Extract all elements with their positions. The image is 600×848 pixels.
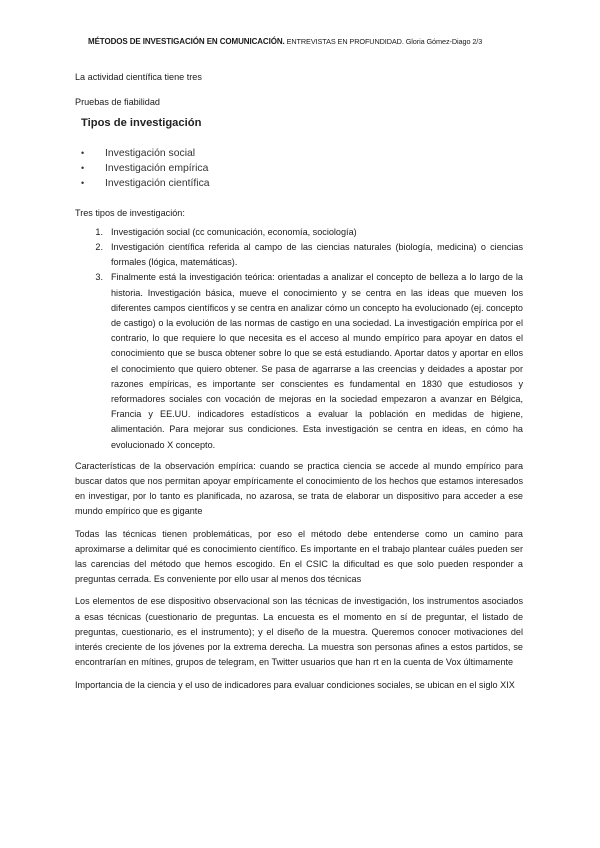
list-item	[75, 240, 523, 270]
header-title: MÉTODOS DE INVESTIGACIÓN EN COMUNICACIÓN.	[88, 37, 285, 46]
paragraph: Importancia de la ciencia y el uso de indicadores para evaluar condiciones sociales, se ubican en el siglo XIX	[75, 679, 515, 690]
paragraph: Características de la observación empírica: cuando se practica ciencia se accede al mundo empírico para buscar datos que nos permitan apoyar empíricamente el conocimiento de los hechos que estamos interesados en investigar, por lo tanto es planificada, no azarosa, se trata de elaborar un dispositivo para acceder a ese mundo empírico que es gigante	[75, 460, 523, 517]
list-item	[81, 176, 523, 191]
list-intro: Tres tipos de investigación:	[75, 207, 185, 218]
header-subtitle: ENTREVISTAS EN PROFUNDIDAD. Gloria Gómez-Diago 2/3	[286, 37, 483, 46]
list-item	[75, 270, 523, 452]
bullet-text: Investigación científica	[105, 177, 210, 189]
item-number: 1.	[95, 226, 103, 237]
list-item	[81, 161, 523, 176]
intro-line: La actividad científica tiene tres	[75, 72, 202, 82]
paragraph: Todas las técnicas tienen problemáticas, por eso el método debe entenderse como un camino para aproximarse a delimitar qué es conocimiento científico. Es importante en el trabajo plantear cuáles pueden ser las carencias del método que hemos escogido. En el CSIC la dificultad es que solo pueden responder a preguntas cerrada. Es conveniente por ello usar al menos dos técnicas	[75, 528, 523, 585]
reliability-line: Pruebas de fiabilidad	[75, 97, 160, 108]
page-header	[88, 37, 558, 46]
bullet-icon: •	[81, 162, 85, 173]
section-heading: Tipos de investigación	[81, 117, 202, 130]
document-body	[75, 70, 523, 700]
list-item	[75, 225, 523, 240]
item-number: 2.	[95, 242, 103, 253]
bullet-icon: •	[81, 177, 85, 188]
list-item	[81, 146, 523, 161]
item-number: 3.	[95, 272, 103, 283]
paragraph: Los elementos de ese dispositivo observacional son las técnicas de investigación, los instrumentos asociados a esas técnicas (cuestionario de preguntas. La encuesta es el momento en sí de preguntar, el listado de preguntas, cuestionario, es el instrumento); y el diseño de la muestra. Queremos conocer motivaciones del interés creciente de los jóvenes por la extrema derecha. La muestra son personas afines a estos partidos, se encontrarían en mítines, grupos de telegram, en Twitter usuarios que han rt en la cuenta de Vox últimamente	[75, 596, 523, 668]
bullet-list	[75, 146, 523, 191]
bullet-text: Investigación social	[105, 147, 196, 159]
item-text: Finalmente está la investigación teórica: orientadas a analizar el concepto de belleza a lo largo de la historia. Investigación básica, mueve el conocimiento y se centra en las ideas que mueven los diferentes campos científicos y se centra en analizar cómo un concepto ha evolucionado (ej. concepto de castigo) o la evolución de las normas de castigo en una sociedad. La investigación empírica por el contrario, lo que requiere lo que necesita es el acceso al mundo empírico para apoyar en datos el conocimiento que se busca obtener sobre lo que se está estudiando. Aportar datos y aportar en ellos el conocimiento que quiero obtener. Se pasa de agarrarse a las creencias y deidades a apostar por razones empíricas, es importante ser conscientes es fundamental en 1830 que estudiosos y reformadores sociales con vocación de mejoras en la sociedad empezaron a avanzar en Bélgica, Francia y EE.UU. indicadores estadísticos a evaluar la población en medidas de higiene, alimentación. Para mejorar sus condiciones. Esta investigación se centra en ideas, en cómo ha evolucionado X concepto.	[111, 272, 523, 450]
numbered-list	[75, 225, 523, 453]
bullet-text: Investigación empírica	[105, 162, 209, 174]
item-text: Investigación científica referida al campo de las ciencias naturales (biología, medicina) o ciencias formales (lógica, matemáticas).	[111, 242, 523, 268]
bullet-icon: •	[81, 147, 85, 158]
item-text: Investigación social (cc comunicación, economía, sociología)	[111, 226, 357, 237]
